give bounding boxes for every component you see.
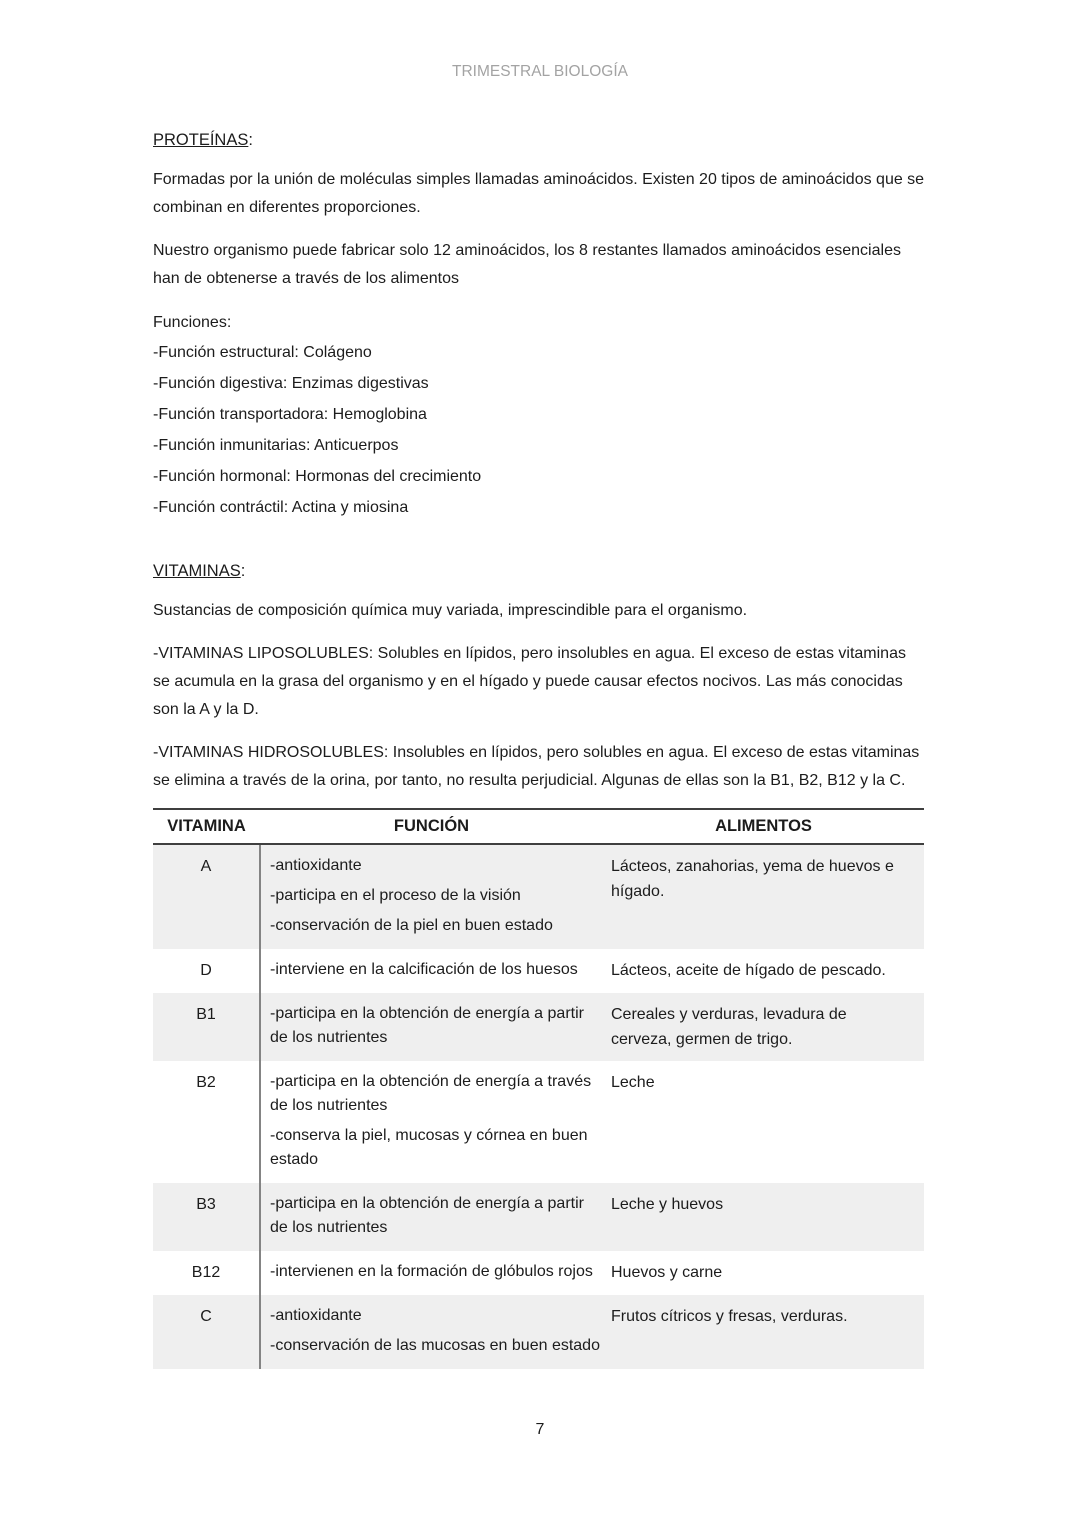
function-text: -participa en la obtención de energía a través de los nutrientes: [270, 1073, 592, 1114]
vitamins-heading: [153, 557, 927, 585]
function-text: -antioxidante: [270, 1307, 362, 1324]
function-item: -Función transportadora: Hemoglobina: [153, 406, 427, 423]
function-item: -Función digestiva: Enzimas digestivas: [153, 375, 429, 392]
vitamin-cell: B2: [153, 1061, 260, 1183]
function-text: -interviene en la calcificación de los huesos: [270, 961, 578, 978]
function-cell: [260, 1061, 603, 1183]
function-text: -participa en la obtención de energía a partir de los nutrientes: [270, 1005, 584, 1046]
foods-text: Leche y huevos: [611, 1196, 724, 1213]
table-row: [153, 1061, 924, 1183]
vitamin-cell: B1: [153, 993, 260, 1061]
vitamin-cell: B12: [153, 1251, 260, 1295]
vitamin-cell: B3: [153, 1183, 260, 1251]
function-item: -Función hormonal: Hormonas del crecimiento: [153, 468, 482, 485]
foods-text: Huevos y carne: [611, 1264, 723, 1281]
function-item: -Función estructural: Colágeno: [153, 344, 372, 361]
proteins-heading: [153, 126, 927, 154]
header-row: [153, 809, 924, 844]
table-row: [153, 949, 924, 993]
functions-label: Funciones:: [153, 314, 232, 331]
function-text: -conservación de las mucosas en buen estado: [270, 1337, 600, 1354]
vitamins-heading-colon: :: [240, 562, 246, 580]
foods-text: Lácteos, zanahorias, yema de huevos e hígado.: [611, 858, 894, 900]
protein-functions-list: [153, 337, 927, 523]
foods-cell: [603, 1183, 924, 1251]
foods-cell: [603, 993, 924, 1061]
page-number: 7: [535, 1421, 545, 1438]
foods-text: Frutos cítricos y fresas, verduras.: [611, 1308, 848, 1325]
foods-text: Leche: [611, 1074, 655, 1091]
page-content: [0, 126, 1080, 1369]
function-text: -intervienen en la formación de glóbulos rojos: [270, 1263, 593, 1280]
function-text: -participa en el proceso de la visión: [270, 887, 521, 904]
proteins-paragraph-1: Formadas por la unión de moléculas simples llamadas aminoácidos. Existen 20 tipos de aminoácidos que se combinan en diferentes proporciones.: [153, 171, 925, 216]
foods-cell: [603, 1251, 924, 1295]
vitamin-cell: A: [153, 844, 260, 949]
proteins-heading-colon: :: [248, 131, 253, 149]
vitamins-heading-text: VITAMINAS: [153, 562, 241, 580]
function-text: -conservación de la piel en buen estado: [270, 917, 553, 934]
proteins-heading-text: PROTEÍNAS: [153, 131, 249, 149]
vitamins-table-header: [153, 809, 924, 844]
table-row: [153, 1183, 924, 1251]
column-header-alimentos: ALIMENTOS: [603, 809, 924, 844]
foods-cell: [603, 844, 924, 949]
foods-text: Cereales y verduras, levadura de cerveza, germen de trigo.: [611, 1006, 847, 1048]
function-cell: [260, 844, 603, 949]
foods-text: Lácteos, aceite de hígado de pescado.: [611, 962, 886, 979]
function-cell: [260, 1251, 603, 1295]
function-item: -Función contráctil: Actina y miosina: [153, 499, 409, 516]
function-text: -participa en la obtención de energía a partir de los nutrientes: [270, 1195, 584, 1236]
column-header-funcion: FUNCIÓN: [260, 809, 603, 844]
function-cell: [260, 949, 603, 993]
vitamin-cell: C: [153, 1295, 260, 1369]
function-item: -Función inmunitarias: Anticuerpos: [153, 437, 399, 454]
table-row: [153, 844, 924, 949]
table-row: [153, 1251, 924, 1295]
page-header-title: TRIMESTRAL BIOLOGÍA: [452, 63, 628, 80]
vitamins-intro: Sustancias de composición química muy variada, imprescindible para el organismo.: [153, 602, 748, 619]
table-row: [153, 1295, 924, 1369]
column-header-vitamina: VITAMINA: [153, 809, 260, 844]
foods-cell: [603, 1295, 924, 1369]
proteins-paragraph-2: Nuestro organismo puede fabricar solo 12 aminoácidos, los 8 restantes llamados aminoácidos esenciales han de obtenerse a través de los alimentos: [153, 242, 901, 287]
vitamins-hidrosolubles-paragraph: -VITAMINAS HIDROSOLUBLES: Insolubles en lípidos, pero solubles en agua. El exceso de estas vitaminas se elimina a través de la orina, por tanto, no resulta perjudicial. Algunas de ellas son la B1, B2, B12 y la C.: [153, 744, 920, 789]
function-cell: [260, 993, 603, 1061]
foods-cell: [603, 1061, 924, 1183]
vitamin-cell: D: [153, 949, 260, 993]
vitamins-table-body: [153, 844, 924, 1369]
vitamins-table: [153, 808, 924, 1369]
vitamins-liposolubles-paragraph: -VITAMINAS LIPOSOLUBLES: Solubles en lípidos, pero insolubles en agua. El exceso de estas vitaminas se acumula en la grasa del organismo y en el hígado y puede causar efectos nocivos. Las más conocidas son la A y la D.: [153, 645, 906, 718]
function-text: -conserva la piel, mucosas y córnea en buen estado: [270, 1127, 588, 1168]
function-cell: [260, 1183, 603, 1251]
function-text: -antioxidante: [270, 857, 362, 874]
foods-cell: [603, 949, 924, 993]
table-row: [153, 993, 924, 1061]
function-cell: [260, 1295, 603, 1369]
